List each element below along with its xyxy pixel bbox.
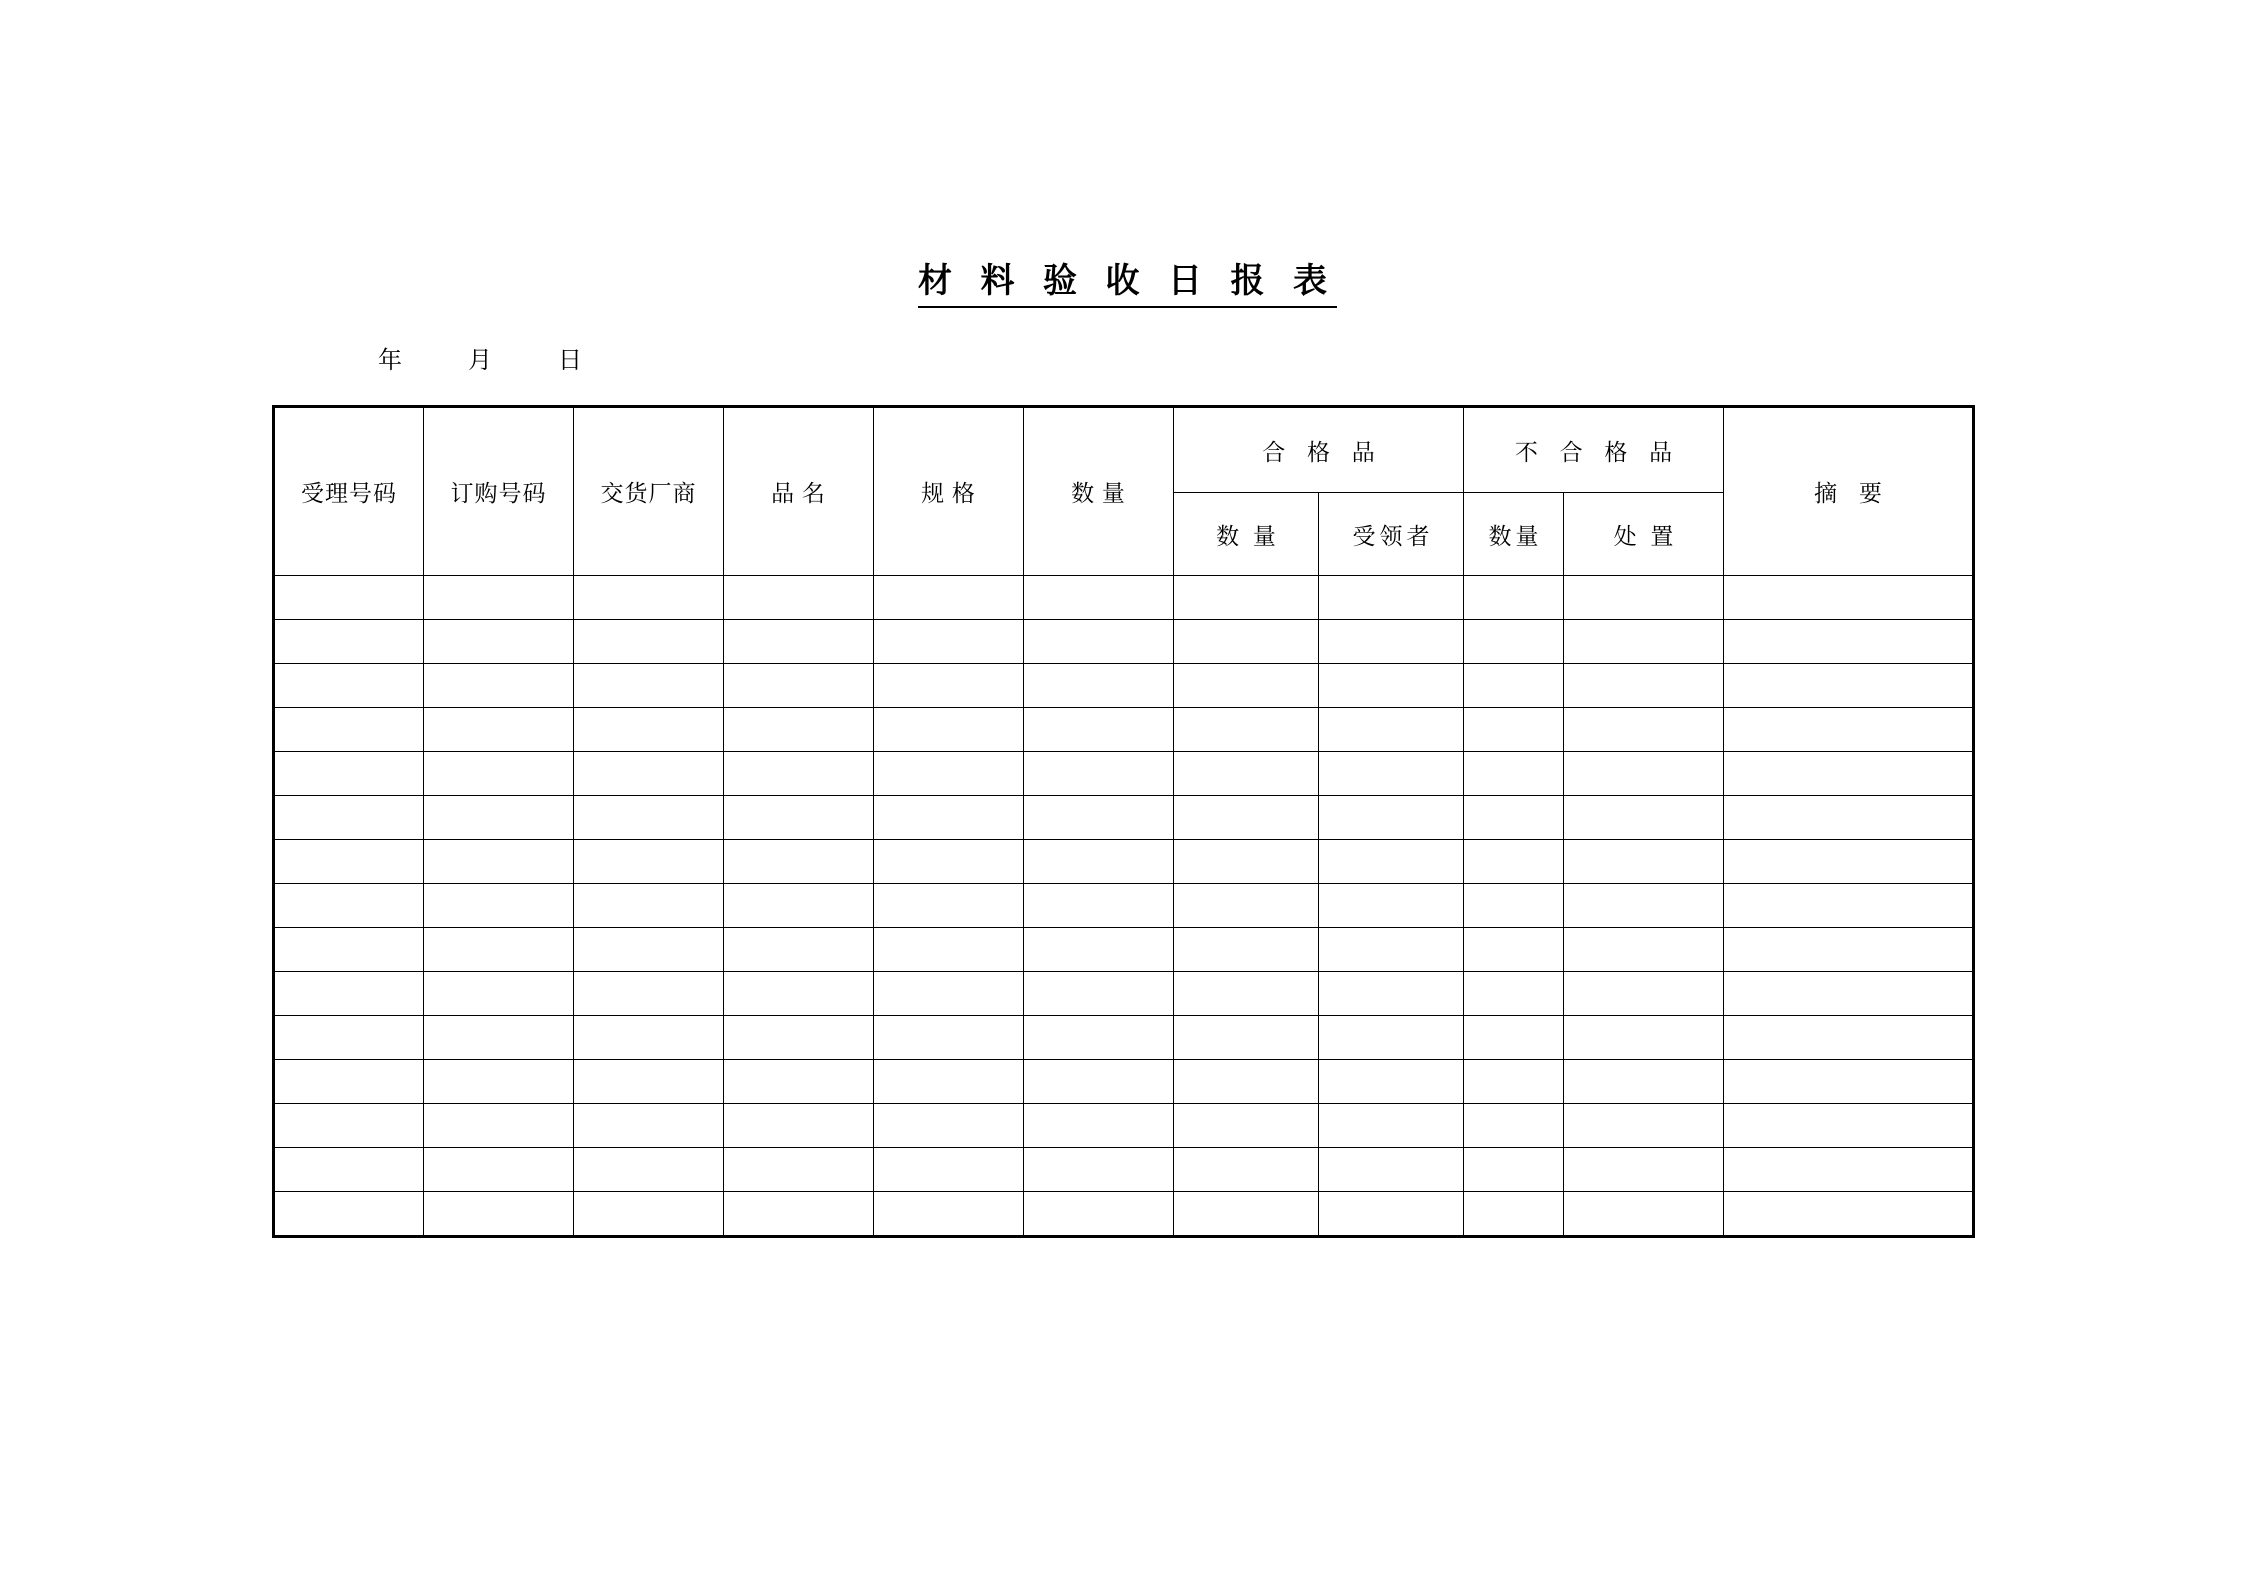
table-cell[interactable] — [1564, 620, 1724, 664]
table-cell[interactable] — [1174, 664, 1319, 708]
table-cell[interactable] — [1464, 708, 1564, 752]
table-cell[interactable] — [1174, 708, 1319, 752]
table-cell[interactable] — [1024, 1148, 1174, 1192]
table-cell[interactable] — [1319, 576, 1464, 620]
table-cell[interactable] — [424, 1148, 574, 1192]
table-cell[interactable] — [574, 664, 724, 708]
table-cell[interactable] — [424, 576, 574, 620]
table-cell[interactable] — [1319, 664, 1464, 708]
table-cell[interactable] — [874, 1016, 1024, 1060]
table-cell[interactable] — [1024, 752, 1174, 796]
table-cell[interactable] — [1319, 752, 1464, 796]
table-cell[interactable] — [274, 1148, 424, 1192]
table-cell[interactable] — [1564, 840, 1724, 884]
table-cell[interactable] — [1319, 1016, 1464, 1060]
table-cell[interactable] — [874, 576, 1024, 620]
table-cell[interactable] — [1564, 1016, 1724, 1060]
header-group-qualified: 合 格 品 — [1174, 407, 1464, 493]
table-cell[interactable] — [574, 1104, 724, 1148]
table-cell[interactable] — [1564, 708, 1724, 752]
table-cell[interactable] — [1724, 1192, 1974, 1237]
table-cell[interactable] — [1319, 972, 1464, 1016]
table-cell[interactable] — [274, 576, 424, 620]
table-cell[interactable] — [1564, 1192, 1724, 1237]
table-row[interactable] — [274, 928, 1974, 972]
table-cell[interactable] — [274, 1016, 424, 1060]
table-cell[interactable] — [1024, 972, 1174, 1016]
table-cell[interactable] — [1464, 664, 1564, 708]
table-cell[interactable] — [1024, 1104, 1174, 1148]
table-cell[interactable] — [724, 1060, 874, 1104]
table-cell[interactable] — [274, 620, 424, 664]
table-cell[interactable] — [1564, 796, 1724, 840]
table-cell[interactable] — [424, 796, 574, 840]
table-cell[interactable] — [424, 1192, 574, 1237]
table-cell[interactable] — [1724, 796, 1974, 840]
table-cell[interactable] — [1024, 664, 1174, 708]
table-cell[interactable] — [574, 928, 724, 972]
table-cell[interactable] — [424, 884, 574, 928]
table-row[interactable] — [274, 1016, 1974, 1060]
table-cell[interactable] — [1464, 1192, 1564, 1237]
table-row[interactable] — [274, 708, 1974, 752]
table-cell[interactable] — [274, 1192, 424, 1237]
table-cell[interactable] — [274, 884, 424, 928]
header-supplier: 交货厂商 — [574, 407, 724, 576]
table-cell[interactable] — [1319, 884, 1464, 928]
table-cell[interactable] — [1724, 576, 1974, 620]
table-cell[interactable] — [874, 796, 1024, 840]
table-row[interactable] — [274, 752, 1974, 796]
header-unqualified-quantity: 数量 — [1464, 493, 1564, 576]
table-row[interactable] — [274, 1104, 1974, 1148]
table-cell[interactable] — [724, 664, 874, 708]
table-cell[interactable] — [1564, 972, 1724, 1016]
header-accept-number: 受理号码 — [274, 407, 424, 576]
table-cell[interactable] — [274, 928, 424, 972]
table-cell[interactable] — [274, 752, 424, 796]
table-cell[interactable] — [874, 840, 1024, 884]
table-cell[interactable] — [874, 928, 1024, 972]
table-cell[interactable] — [1724, 620, 1974, 664]
header-row-top — [274, 407, 1974, 493]
table-cell[interactable] — [574, 796, 724, 840]
table-cell[interactable] — [274, 664, 424, 708]
table-cell[interactable] — [724, 928, 874, 972]
table-cell[interactable] — [574, 752, 724, 796]
table-cell[interactable] — [1724, 928, 1974, 972]
table-cell[interactable] — [424, 752, 574, 796]
header-product-name: 品 名 — [724, 407, 874, 576]
table-cell[interactable] — [1024, 1192, 1174, 1237]
table-cell[interactable] — [874, 664, 1024, 708]
table-cell[interactable] — [1464, 884, 1564, 928]
table-cell[interactable] — [274, 972, 424, 1016]
table-cell[interactable] — [724, 840, 874, 884]
table-cell[interactable] — [574, 1192, 724, 1237]
table-cell[interactable] — [1174, 576, 1319, 620]
table-cell[interactable] — [574, 576, 724, 620]
table-cell[interactable] — [1724, 752, 1974, 796]
table-cell[interactable] — [1024, 620, 1174, 664]
table-cell[interactable] — [1464, 1060, 1564, 1104]
header-unqualified-disposal: 处 置 — [1564, 493, 1724, 576]
header-group-unqualified: 不 合 格 品 — [1464, 407, 1724, 493]
table-cell[interactable] — [724, 620, 874, 664]
table-cell[interactable] — [574, 620, 724, 664]
table-cell[interactable] — [724, 1148, 874, 1192]
table-cell[interactable] — [1024, 796, 1174, 840]
table-cell[interactable] — [874, 752, 1024, 796]
table-cell[interactable] — [1464, 576, 1564, 620]
table-cell[interactable] — [874, 1060, 1024, 1104]
table-cell[interactable] — [1174, 840, 1319, 884]
table-row[interactable] — [274, 884, 1974, 928]
table-cell[interactable] — [1319, 1104, 1464, 1148]
table-cell[interactable] — [1564, 576, 1724, 620]
table-cell[interactable] — [1464, 1104, 1564, 1148]
table-cell[interactable] — [424, 664, 574, 708]
table-cell[interactable] — [1464, 796, 1564, 840]
table-cell[interactable] — [1724, 1104, 1974, 1148]
table-cell[interactable] — [1564, 1104, 1724, 1148]
table-row[interactable] — [274, 796, 1974, 840]
table-cell[interactable] — [1174, 796, 1319, 840]
table-row[interactable] — [274, 840, 1974, 884]
table-cell[interactable] — [724, 576, 874, 620]
table-cell[interactable] — [1724, 708, 1974, 752]
table-cell[interactable] — [1464, 752, 1564, 796]
table-cell[interactable] — [1024, 708, 1174, 752]
table-cell[interactable] — [1319, 1192, 1464, 1237]
table-cell[interactable] — [1564, 928, 1724, 972]
table-head — [274, 407, 1974, 576]
header-qualified-receiver: 受领者 — [1319, 493, 1464, 576]
table-cell[interactable] — [1174, 1148, 1319, 1192]
table-row[interactable] — [274, 1148, 1974, 1192]
table-row[interactable] — [274, 1060, 1974, 1104]
table-cell[interactable] — [724, 972, 874, 1016]
table-cell[interactable] — [424, 928, 574, 972]
form-table-wrapper — [272, 405, 1972, 1238]
table-cell[interactable] — [1024, 1060, 1174, 1104]
table-cell[interactable] — [1564, 752, 1724, 796]
table-cell[interactable] — [724, 796, 874, 840]
material-acceptance-table — [272, 405, 1975, 1238]
header-order-number: 订购号码 — [424, 407, 574, 576]
table-cell[interactable] — [1319, 1148, 1464, 1192]
table-row[interactable] — [274, 576, 1974, 620]
table-cell[interactable] — [1174, 884, 1319, 928]
table-cell[interactable] — [1464, 840, 1564, 884]
table-row[interactable] — [274, 1192, 1974, 1237]
table-cell[interactable] — [724, 708, 874, 752]
header-quantity: 数 量 — [1024, 407, 1174, 576]
table-cell[interactable] — [1724, 1148, 1974, 1192]
table-cell[interactable] — [574, 1016, 724, 1060]
table-cell[interactable] — [574, 840, 724, 884]
table-cell[interactable] — [1464, 620, 1564, 664]
table-cell[interactable] — [1464, 1016, 1564, 1060]
table-cell[interactable] — [274, 1104, 424, 1148]
table-cell[interactable] — [274, 1060, 424, 1104]
table-cell[interactable] — [1724, 840, 1974, 884]
table-cell[interactable] — [1174, 752, 1319, 796]
table-cell[interactable] — [1319, 1060, 1464, 1104]
table-row[interactable] — [274, 620, 1974, 664]
table-cell[interactable] — [424, 972, 574, 1016]
table-cell[interactable] — [724, 1192, 874, 1237]
table-cell[interactable] — [424, 1016, 574, 1060]
table-cell[interactable] — [1464, 928, 1564, 972]
table-cell[interactable] — [1319, 840, 1464, 884]
table-cell[interactable] — [574, 1148, 724, 1192]
table-cell[interactable] — [1464, 1148, 1564, 1192]
table-cell[interactable] — [874, 884, 1024, 928]
table-cell[interactable] — [874, 972, 1024, 1016]
table-cell[interactable] — [724, 1016, 874, 1060]
table-cell[interactable] — [724, 1104, 874, 1148]
page-title — [0, 253, 2245, 302]
table-cell[interactable] — [1174, 972, 1319, 1016]
table-cell[interactable] — [1724, 972, 1974, 1016]
table-cell[interactable] — [274, 840, 424, 884]
table-cell[interactable] — [1174, 1104, 1319, 1148]
table-cell[interactable] — [1724, 884, 1974, 928]
table-row[interactable] — [274, 972, 1974, 1016]
table-cell[interactable] — [1564, 1148, 1724, 1192]
table-cell[interactable] — [274, 796, 424, 840]
table-cell[interactable] — [1174, 1060, 1319, 1104]
header-specification: 规 格 — [874, 407, 1024, 576]
page-title-text: 材 料 验 收 日 报 表 — [918, 263, 1337, 308]
table-cell[interactable] — [274, 708, 424, 752]
table-cell[interactable] — [1319, 708, 1464, 752]
header-summary: 摘 要 — [1724, 407, 1974, 576]
table-cell[interactable] — [1724, 1016, 1974, 1060]
table-cell[interactable] — [1174, 620, 1319, 664]
table-cell[interactable] — [1024, 928, 1174, 972]
table-cell[interactable] — [1319, 796, 1464, 840]
table-cell[interactable] — [1024, 576, 1174, 620]
table-cell[interactable] — [874, 1192, 1024, 1237]
table-cell[interactable] — [724, 884, 874, 928]
table-cell[interactable] — [1024, 840, 1174, 884]
table-cell[interactable] — [724, 752, 874, 796]
table-cell[interactable] — [1319, 620, 1464, 664]
table-cell[interactable] — [874, 1148, 1024, 1192]
table-cell[interactable] — [1024, 884, 1174, 928]
table-cell[interactable] — [874, 708, 1024, 752]
table-cell[interactable] — [1724, 664, 1974, 708]
table-cell[interactable] — [424, 620, 574, 664]
table-cell[interactable] — [874, 620, 1024, 664]
table-cell[interactable] — [1174, 928, 1319, 972]
table-cell[interactable] — [1724, 1060, 1974, 1104]
table-cell[interactable] — [574, 708, 724, 752]
table-cell[interactable] — [874, 1104, 1024, 1148]
table-cell[interactable] — [574, 884, 724, 928]
header-qualified-quantity: 数 量 — [1174, 493, 1319, 576]
table-cell[interactable] — [1024, 1016, 1174, 1060]
table-cell[interactable] — [1174, 1016, 1319, 1060]
table-cell[interactable] — [574, 972, 724, 1016]
table-cell[interactable] — [1564, 664, 1724, 708]
table-cell[interactable] — [424, 708, 574, 752]
table-cell[interactable] — [1564, 884, 1724, 928]
table-cell[interactable] — [424, 1060, 574, 1104]
table-cell[interactable] — [1319, 928, 1464, 972]
table-row[interactable] — [274, 664, 1974, 708]
table-cell[interactable] — [1174, 1192, 1319, 1237]
table-cell[interactable] — [574, 1060, 724, 1104]
table-body — [274, 576, 1974, 1237]
table-cell[interactable] — [424, 840, 574, 884]
table-cell[interactable] — [1464, 972, 1564, 1016]
date-line: 年 月 日 — [378, 348, 584, 374]
table-cell[interactable] — [424, 1104, 574, 1148]
table-cell[interactable] — [1564, 1060, 1724, 1104]
